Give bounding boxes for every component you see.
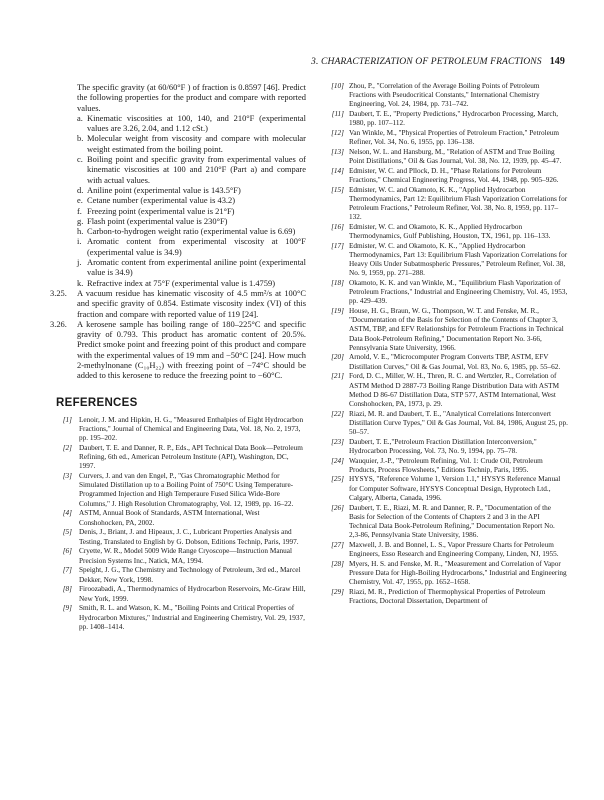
reference-list-left (50, 416, 306, 632)
reference-number: [3] (62, 472, 72, 481)
reference-text: Denis, J., Briant, J. and Hipeaux, J. C., Lubricant Properties Analysis and Testing, Translated to English by G. Dobson, Editions Technip, Paris, 1997. (79, 528, 299, 546)
problem (50, 288, 306, 319)
reference-item (50, 528, 306, 546)
reference-list-right (320, 82, 568, 606)
property-item (77, 113, 306, 134)
reference-number: [26] (331, 503, 344, 512)
property-item (77, 154, 306, 185)
reference-item (320, 307, 568, 353)
reference-number: [18] (331, 279, 344, 288)
reference-text: HYSYS, "Reference Volume 1, Version 1.1," HYSYS Reference Manual for Computer Software, HYSYS Conceptual Design, Hyprotech Ltd., Calgary, Alberta, Canada, 1996. (349, 475, 561, 502)
reference-text: Myers, H. S. and Fenske, M. R., "Measurement and Correlation of Vapor Pressure Data for High-Boiling Hydrocarbons," Industrial and Engineering Chemistry, Vol. 47, 1955, pp. 1652–1658. (349, 559, 567, 586)
left-column (50, 82, 306, 633)
reference-text: Firoozabadi, A., Thermodynamics of Hydrocarbon Reservoirs, Mc-Graw Hill, New York, 1999. (79, 585, 306, 603)
problem-text: A kerosene sample has boiling range of 180–225°C and specific gravity of 0.793. This product has aromatic content of 20.5%. Predict smoke point and freezing point of this product and compare with the experimental values of 19 mm and −50°C [24]. How much 2-methylnonane (C₁₀H₂₂) with freezing point of −74°C should be added to this kerosene to reduce the freezing point to −60°C. (77, 318, 306, 381)
reference-number: [6] (62, 547, 72, 556)
reference-number: [25] (331, 475, 344, 484)
reference-text: Cryette, W. R., Model 5009 Wide Range Cryoscope—Instruction Manual Precision Systems Inc., Natick, MA, 1994. (79, 547, 293, 565)
reference-text: Daubert, T. E., "Property Predictions," Hydrocarbon Processing, March, 1980, pp. 107–112. (349, 110, 559, 128)
reference-number: [16] (331, 222, 344, 231)
item-text: Flash point (experimental value is 230°F) (87, 215, 228, 226)
reference-item (320, 82, 568, 109)
item-marker: c. (77, 154, 83, 165)
reference-number: [14] (331, 166, 344, 175)
problem-list (50, 288, 306, 381)
property-item (77, 185, 306, 195)
reference-item (320, 457, 568, 475)
reference-number: [27] (331, 540, 344, 549)
reference-item (50, 444, 306, 472)
reference-item (320, 588, 568, 606)
reference-number: [21] (331, 372, 344, 381)
property-item (77, 195, 306, 205)
reference-item (320, 504, 568, 541)
running-header (311, 56, 565, 67)
item-text: Freezing point (experimental value is 21°F) (87, 205, 235, 216)
problem-text: A vacuum residue has kinematic viscosity of 4.5 mm²/s at 100°C and specific gravity of 0.854. Estimate viscosity index (VI) of this fraction and compare with reported value of 119 [24]. (77, 287, 306, 319)
reference-text: Edmister, W. C. and Okamoto, K. K., Applied Hydrocarbon Thermodynamics, Gulf Publishing, Houston, TX, 1961, pp. 116–133. (349, 222, 551, 241)
reference-item (320, 438, 568, 456)
reference-text: Edmister, W. C. and Okamoto, K. K., "Applied Hydrocarbon Thermodynamics, Part 13: Equilibrium Flash Vaporization Correlations for Heavy Oils Under Subatmospheric Pressures," Petroleum Refiner, Vol. 38, No. 9, 1959, pp. 271–288. (349, 241, 568, 278)
reference-text: Okamoto, K. K. and van Winkle, M., "Equilibrium Flash Vaporization of Petroleum Fractions," Industrial and Engineering Chemistry, Vol. 45, 1953, pp. 429–439. (349, 279, 568, 306)
reference-text: Daubert, T. E., Riazi, M. R. and Danner, R. P., "Documentation of the Basis for Selection of the Contents of Chapters 2 and 3 in the API Technical Data Book-Petroleum Refining," Documentation Report No. 2,3-86, Pennsylvania State University, 1986. (349, 503, 555, 539)
reference-item (50, 509, 306, 527)
problem (50, 319, 306, 381)
property-item (77, 257, 306, 278)
right-column (320, 82, 568, 607)
item-marker: k. (77, 277, 84, 288)
reference-number: [7] (62, 566, 72, 575)
reference-item (320, 353, 568, 371)
reference-number: [2] (62, 443, 72, 452)
item-text: Aromatic content from experimental aniline point (experimental value is 34.9) (87, 257, 306, 278)
reference-number: [11] (331, 110, 344, 119)
reference-number: [9] (62, 604, 72, 613)
property-item (77, 216, 306, 226)
reference-text: Wauquier, J.-P., "Petroleum Refining, Vol. 1: Crude Oil, Petroleum Products, Process Flowsheets," Editions Technip, Paris, 1995. (349, 456, 543, 474)
reference-number: [22] (331, 409, 344, 418)
property-item (77, 236, 306, 257)
reference-text: Daubert, T. E. and Danner, R. P., Eds., API Technical Data Book—Petroleum Refining, 6th ed., American Petroleum Institute (API), Washington, DC, 1997. (79, 443, 303, 471)
reference-item (320, 560, 568, 587)
reference-text: Curvers, J. and van den Engel, P., "Gas Chromatographic Method for Simulated Distillation up to a Boiling Point of 750°C Using Temperature-Programmed Injection and High Temperaure Fused Silica Wide-Bore Columns," J. High Resolution Chromatography, Vol. 12, 1989, pp. 16–22. (79, 472, 294, 508)
reference-text: Ford, D. C., Miller, W. H., Thren, R. C. and Wertzler, R., Correlation of ASTM Method D 2887-73 Boiling Range Distribution Data with ASTM Method D 86-67 Distillation Data, STP 577, ASTM International, West Conshohocken, PA, 1973, p. 29. (349, 372, 560, 408)
property-item (77, 133, 306, 154)
reference-item (320, 110, 568, 128)
item-text: Aromatic content from experimental viscosity at 100°F (experimental value is 34.9) (87, 236, 306, 257)
reference-item (50, 566, 306, 584)
reference-item (50, 547, 306, 565)
reference-number: [8] (62, 585, 72, 594)
reference-item (320, 372, 568, 409)
reference-text: Daubert, T. E.,"Petroleum Fraction Distillation Interconversion," Hydrocarbon Processing, Vol. 73, No. 9, 1994, pp. 75–78. (349, 437, 537, 455)
reference-item (50, 472, 306, 509)
reference-number: [24] (331, 456, 344, 465)
references-heading: REFERENCES (56, 396, 138, 409)
item-marker: b. (77, 133, 84, 144)
item-text: Cetane number (experimental value is 43.2) (87, 195, 236, 206)
reference-item (320, 167, 568, 185)
item-marker: j. (77, 257, 82, 268)
reference-number: [19] (331, 307, 344, 316)
reference-number: [10] (331, 82, 344, 90)
reference-item (320, 410, 568, 437)
page-number: 149 (549, 56, 565, 67)
reference-number: [29] (331, 587, 344, 596)
reference-text: Smith, R. L. and Watson, K. M., "Boiling Points and Critical Properties of Hydrocarbon Mixtures," Industrial and Engineering Chemistry, Vol. 29, 1937, pp. 1408–1414. (79, 604, 305, 631)
property-item (77, 226, 306, 236)
reference-number: [4] (62, 509, 72, 518)
reference-text: Edmister, W. C. and Okamoto, K. K., "Applied Hydrocarbon Thermodynamics, Part 12: Equilibrium Flash Vaporization Correlations for Petroleum Fractions," Petroleum Refiner, Vol. 38, No. 8, 1959, pp. 117–132. (349, 185, 568, 222)
reference-text: Riazi, M. R. and Daubert, T. E., "Analytical Correlations Interconvert Distillation Curve Types," Oil & Gas Journal, Vol. 84, 1986, August 25, pp. 50–57. (349, 409, 568, 436)
reference-item (320, 129, 568, 147)
reference-item (320, 242, 568, 279)
reference-text: Nelson, W. L. and Hansburg, M., "Relation of ASTM and True Boiling Point Distillations," Oil & Gas Journal, Vol. 38, No. 12, 1939, pp. 45–47. (349, 147, 562, 166)
problem-number: 3.25. (50, 287, 67, 298)
reference-text: Van Winkle, M., "Physical Properties of Petroleum Fraction," Petroleum Refiner, Vol. 34, No. 6, 1955, pp. 136–138. (349, 128, 560, 147)
item-marker: i. (77, 236, 82, 247)
property-list (50, 113, 306, 288)
item-text: Kinematic viscosities at 100, 140, and 210°F (experimental values are 3.26, 2.04, and 1.12 cSt.) (87, 112, 306, 134)
reference-item (50, 604, 306, 632)
reference-number: [12] (331, 128, 344, 137)
reference-text: Zhou, P., "Correlation of the Average Boiling Points of Petroleum Fractions with Pseudocritical Constants," International Chemistry Engineering, Vol. 24, 1984, pp. 731–742. (349, 82, 540, 109)
reference-item (50, 585, 306, 603)
reference-number: [20] (331, 353, 344, 362)
property-item (77, 206, 306, 216)
reference-item (320, 223, 568, 241)
reference-text: Maxwell, J. B. and Bonnel, L. S., Vapor Pressure Charts for Petroleum Engineers, Esso Research and Engineering Company, Linden, NJ, 1955. (349, 540, 559, 558)
item-text: Molecular weight from viscosity and compare with molecular weight estimated from the boiling point. (87, 133, 306, 154)
item-text: Carbon-to-hydrogen weight ratio (experimental value is 6.69) (87, 226, 296, 237)
chapter-title: 3. CHARACTERIZATION OF PETROLEUM FRACTIONS (311, 56, 542, 67)
item-text: Refractive index at 75°F (experimental value is 1.4759) (87, 277, 276, 288)
item-marker: a. (77, 112, 83, 123)
item-marker: d. (77, 184, 84, 195)
reference-number: [28] (331, 559, 344, 568)
item-marker: f. (77, 205, 82, 216)
item-text: Aniline point (experimental value is 143.5°F) (87, 184, 241, 195)
problem-intro: The specific gravity (at 60/60°F ) of fraction is 0.8597 [46]. Predict the following properties for the product and compare with reported values. (77, 82, 306, 113)
reference-number: [17] (331, 241, 344, 250)
problem-number: 3.26. (50, 318, 67, 329)
reference-text: Riazi, M. R., Prediction of Thermophysical Properties of Petroleum Fractions, Doctoral Dissertation, Department of (349, 587, 546, 605)
reference-number: [23] (331, 437, 344, 446)
reference-text: House, H. G., Braun, W. G., Thompson, W. T. and Fenske, M. R., "Documentation of the Basis for Selection of the Contents of Chapter 3, ASTM, TBP, and EFV Relationships for Petroleum Fractions in Technical Data Book-Petroleum Refining," Documentation Report No. 3-66, Pennsylvania State University, 1966. (349, 307, 564, 352)
reference-item (320, 186, 568, 223)
reference-number: [1] (62, 415, 72, 424)
item-marker: h. (77, 226, 84, 237)
item-marker: g. (77, 215, 84, 226)
item-text: Boiling point and specific gravity from experimental values of kinematic viscosities at 100 and 210°F (Part a) and compare with actual values. (87, 154, 306, 185)
reference-item (320, 541, 568, 559)
reference-number: [13] (331, 147, 344, 156)
reference-item (320, 279, 568, 306)
reference-number: [15] (331, 185, 344, 194)
reference-text: Arnold, V. E., "Microcomputer Program Converts TBP, ASTM, EFV Distillation Curves," Oil & Gas Journal, Vol. 83, No. 6, 1985, pp. 55–62. (349, 353, 561, 371)
reference-text: Lenoir, J. M. and Hipkin, H. G., "Measured Enthalpies of Eight Hydrocarbon Fractions," Journal of Chemical and Engineering Data, Vol. 18, No. 2, 1973, pp. 195–202. (79, 415, 304, 443)
reference-item (320, 475, 568, 502)
reference-text: Edmister, W. C. and Pllock, D. H., "Phase Relations for Petroleum Fractions," Chemical Engineering Progress, Vol. 44, 1948, pp. 905–926. (349, 166, 559, 184)
property-item (77, 278, 306, 288)
item-marker: e. (77, 195, 83, 206)
reference-item (320, 148, 568, 166)
reference-text: Speight, J. G., The Chemistry and Technology of Petroleum, 3rd ed., Marcel Dekker, New York, 1998. (79, 566, 301, 584)
reference-text: ASTM, Annual Book of Standards, ASTM International, West Conshohocken, PA, 2002. (79, 509, 260, 527)
reference-item (50, 416, 306, 444)
reference-number: [5] (62, 528, 72, 537)
